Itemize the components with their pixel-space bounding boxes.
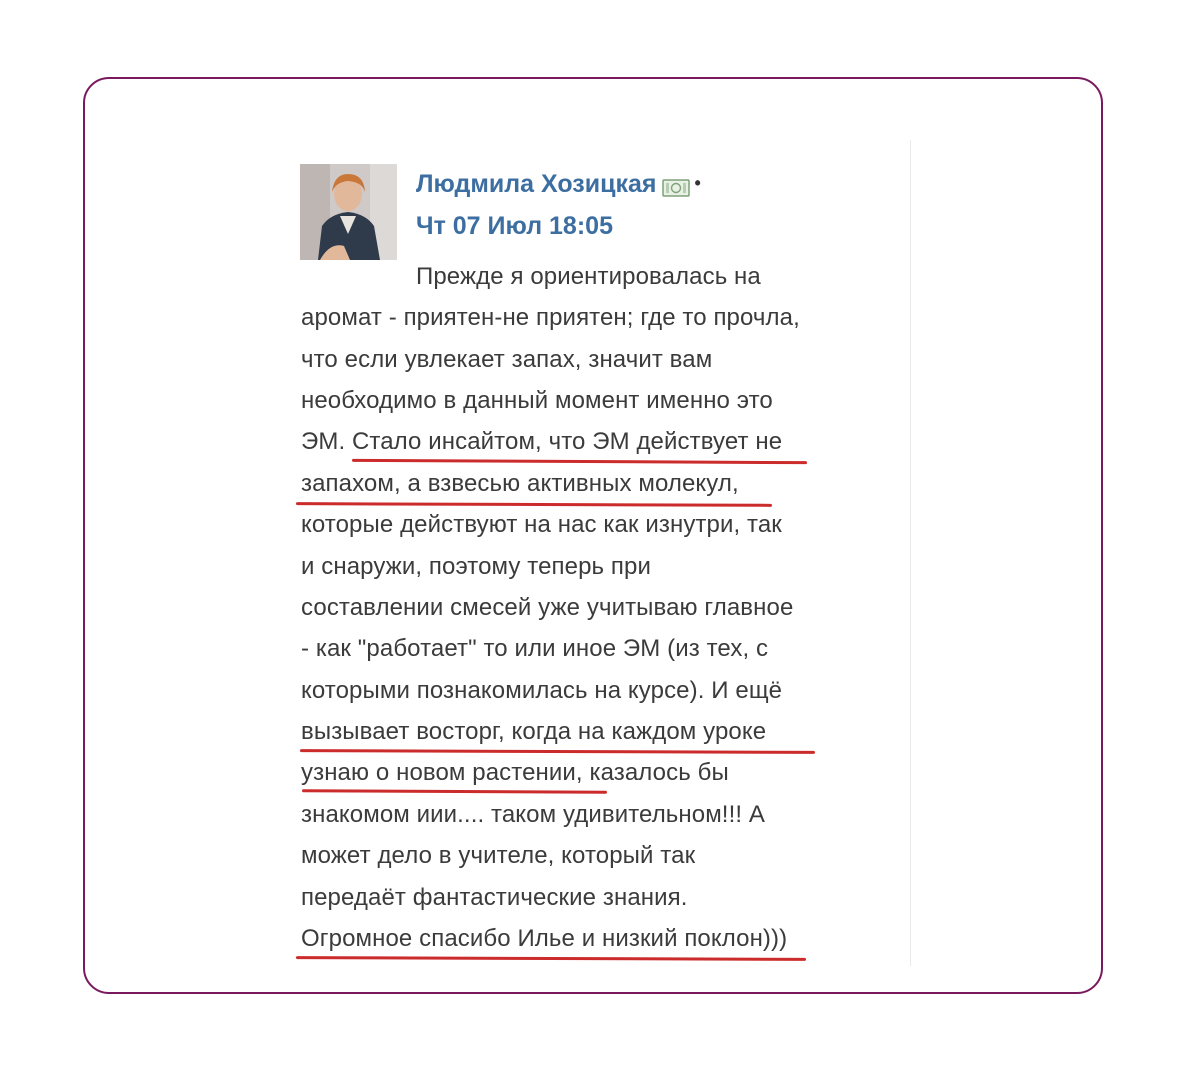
- post-text-line: узнаю о новом растении, казалось бы: [301, 759, 729, 786]
- post-text-line: может дело в учителе, который так: [301, 842, 696, 869]
- post-text-line: аромат - приятен-не приятен; где то прочла,: [301, 304, 800, 331]
- avatar[interactable]: [300, 164, 397, 260]
- post-text-line: которые действуют на нас как изнутри, так: [301, 511, 782, 538]
- column-divider: [910, 140, 911, 966]
- post-text-line: составлении смесей уже учитываю главное: [301, 594, 794, 621]
- post-text-line: которыми познакомилась на курсе). И ещё: [301, 677, 783, 704]
- author-name-link[interactable]: Людмила Хозицкая: [416, 170, 657, 198]
- post-text-line: необходимо в данный момент именно это: [301, 387, 773, 414]
- post-text-line: и снаружи, поэтому теперь при: [301, 553, 651, 580]
- separator-dot: •: [694, 173, 701, 193]
- post-text-line: Огромное спасибо Илье и низкий поклон))): [301, 925, 788, 952]
- post-text-line: Прежде я ориентировалась на: [416, 263, 761, 290]
- post-text-line: вызывает восторг, когда на каждом уроке: [301, 718, 767, 745]
- post-text-line: передаёт фантастические знания.: [301, 884, 688, 911]
- post-text-line: ЭМ. Стало инсайтом, что ЭМ действует не: [301, 428, 783, 455]
- post-text-line: что если увлекает запах, значит вам: [301, 346, 713, 373]
- post-text-line: запахом, а взвесью активных молекул,: [301, 470, 739, 497]
- author-name-row: [416, 168, 701, 202]
- post-timestamp[interactable]: Чт 07 Июл 18:05: [416, 212, 613, 240]
- avatar-photo: [300, 164, 397, 260]
- post-text-line: - как "работает" то или иное ЭМ (из тех, с: [301, 635, 769, 662]
- banknote-icon: [662, 173, 690, 191]
- post-text-line: знакомом иии.... таком удивительном!!! А: [301, 801, 765, 828]
